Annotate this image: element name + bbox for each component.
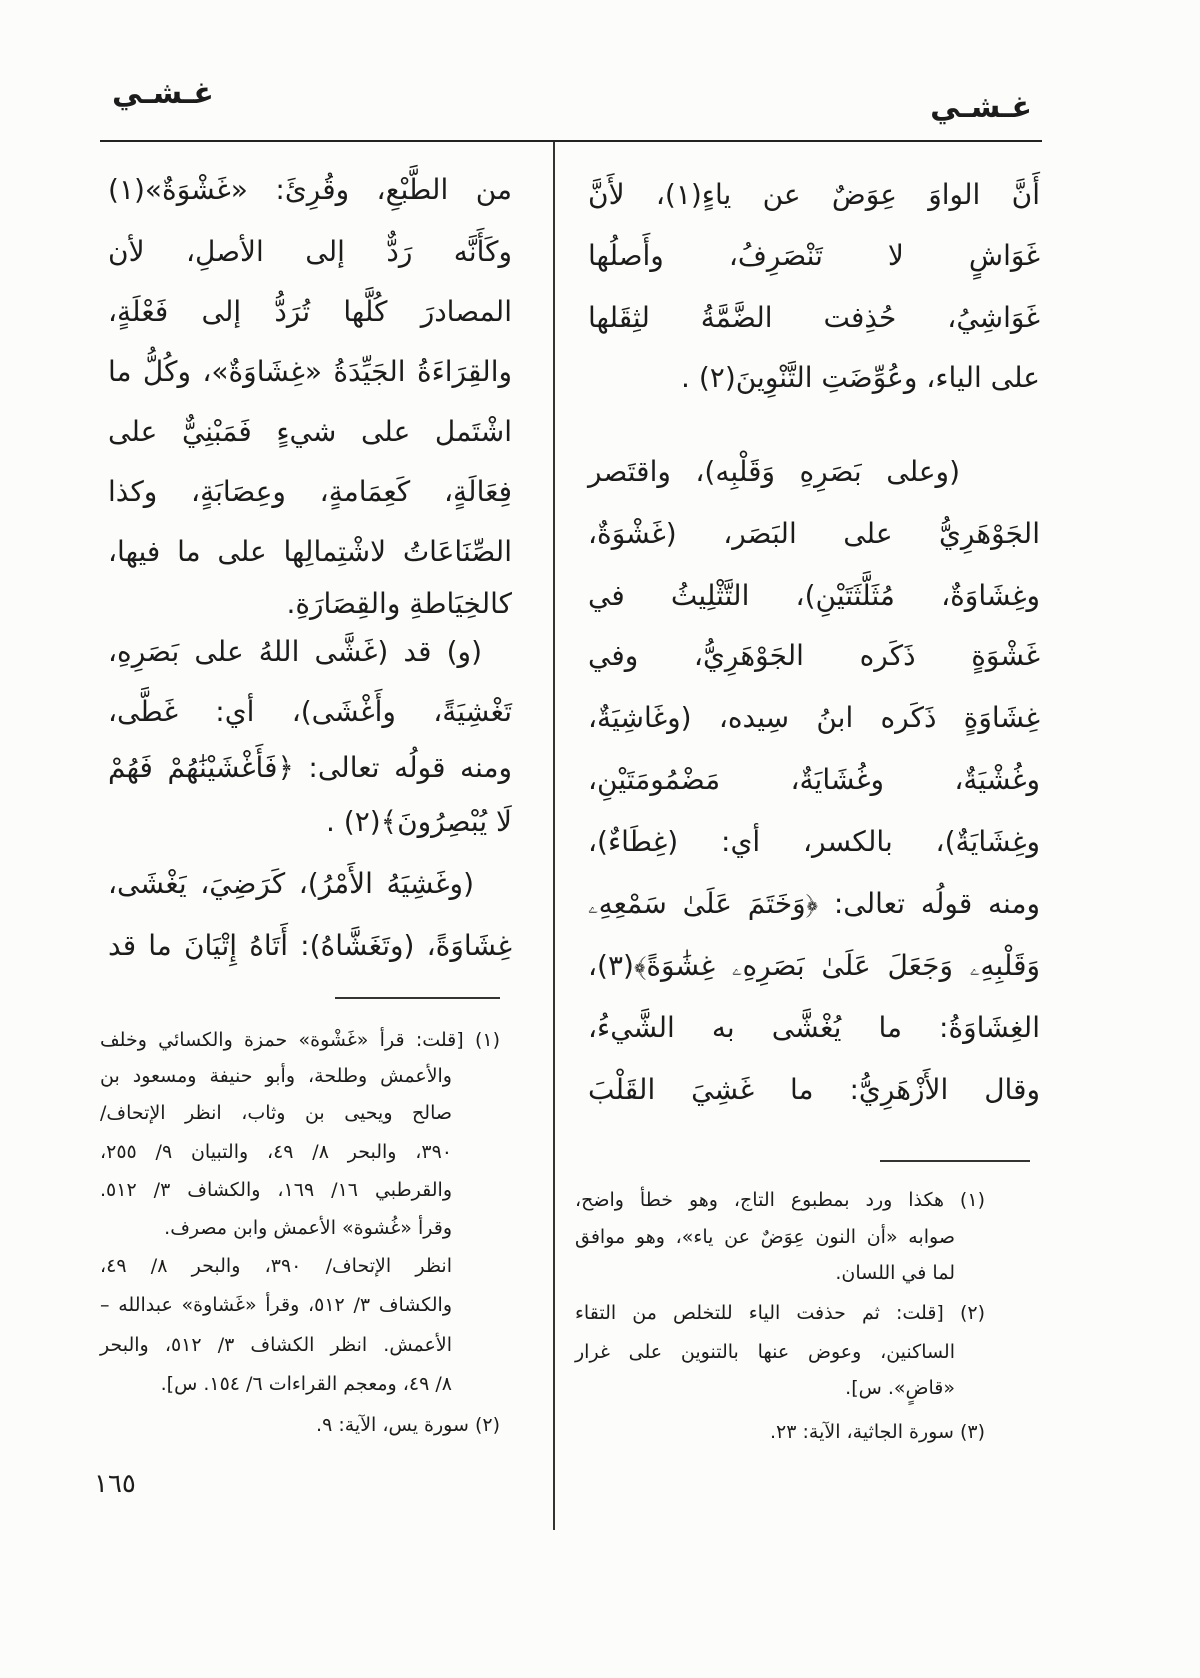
right-column-line: وغِشَاوَةٌ، مُثَلَّثَتَيْنِ)، التَّثْلِيثُ في xyxy=(588,579,1040,612)
header-title-left: غـشـي xyxy=(112,76,214,111)
right-column-line: أَنَّ الواوَ عِوَضٌ عن ياءٍ(١)، لأَنَّ xyxy=(588,178,1040,211)
left-footnote-line: والأعمش وطلحة، وأبو حنيفة ومسعود بن xyxy=(100,1065,452,1087)
right-column-line: غَوَاشِيُ، حُذِفت الضَّمَّةُ لثِقَلها xyxy=(588,301,1040,334)
left-column-line: ومنه قولُه تعالى: ﴿فَأَغْشَيْنَٰهُمْ فَهُمْ xyxy=(108,751,512,784)
left-footnotes xyxy=(100,0,500,1450)
right-column-line: غَوَاشٍ لا تَنْصَرِفُ، وأَصلُها xyxy=(588,239,1040,272)
right-footnote-line: الساكنين، وعوض عنها بالتنوين على غرار xyxy=(575,1341,955,1363)
right-column-line: غِشَاوَةٍ ذَكَره ابنُ سِيده، (وغَاشِيَةٌ، xyxy=(588,701,1040,734)
right-footnotes xyxy=(575,0,985,1460)
right-footnote-line: «قاضٍ». س]. xyxy=(845,1377,955,1399)
page-number: ١٦٥ xyxy=(94,1469,136,1499)
right-column-line: ومنه قولُه تعالى: ﴿وَخَتَمَ عَلَىٰ سَمْعِهِۦ xyxy=(588,887,1040,920)
left-footnote-line: (١) [قلت: قرأ «غَشْوة» حمزة والكسائي وخلف xyxy=(100,1029,500,1051)
right-footnote-line: (٣) سورة الجاثية، الآية: ٢٣. xyxy=(770,1421,985,1443)
column-divider xyxy=(553,142,555,1530)
right-column-line: غَشْوَةٍ ذَكَره الجَوْهَرِيُّ، وفي xyxy=(588,639,1040,672)
left-column-line: تَغْشِيَةً، وأَغْشَى)، أي: غَطَّى، xyxy=(108,695,512,728)
right-footnote-line: (١) هكذا ورد بمطبوع التاج، وهو خطأ واضح، xyxy=(575,1189,985,1211)
right-column-line: الجَوْهَرِيُّ على البَصَر، (غَشْوَةٌ، xyxy=(588,517,1040,550)
right-footnote-line: صوابه «أن النون عِوَضٌ عن ياء»، وهو موافق xyxy=(575,1226,955,1248)
left-column-line: اشْتَمل على شيءٍ فَمَبْنِيٌّ على xyxy=(108,415,512,448)
left-column-line: غِشَاوَةً، (وتَغَشَّاهُ): أَتَاهُ إِتْيَانَ ما قد xyxy=(108,929,512,962)
left-footnote-line: الأعمش. انظر الكشاف ٣/ ٥١٢، والبحر xyxy=(100,1334,452,1356)
left-column-line: وكَأَنَّه رَدٌّ إلى الأصلِ، لأن xyxy=(108,235,512,268)
right-column-line: وَقَلْبِهِۦ وَجَعَلَ عَلَىٰ بَصَرِهِۦ غِشَٰوَةً﴾(٣)، xyxy=(588,949,1040,982)
left-column-line: (و) قد (غَشَّى اللهُ على بَصَرِهِ، xyxy=(108,635,482,668)
right-footnote-line: (٢) [قلت: ثم حذفت الياء للتخلص من التقاء xyxy=(575,1302,985,1324)
right-column-line: وقال الأَزْهَرِيُّ: ما غَشِيَ القَلْبَ xyxy=(588,1073,1040,1106)
right-column-line: (وعلى بَصَرِهِ وَقَلْبِه)، واقتَصر xyxy=(588,455,960,488)
left-column-line: فِعَالَةٍ، كَعِمَامةٍ، وعِصَابَةٍ، وكذا xyxy=(108,475,512,508)
right-footnote-line: لما في اللسان. xyxy=(835,1262,955,1284)
left-footnote-line: والقرطبي ١٦/ ١٦٩، والكشاف ٣/ ٥١٢. xyxy=(100,1179,452,1201)
left-column-line: لَا يُبْصِرُونَ﴾(٢) . xyxy=(325,805,512,838)
right-column-line: وغِشَايَةٌ)، بالكسر، أي: (غِطَاءٌ)، xyxy=(588,825,1040,858)
right-column-line: الغِشَاوَةُ: ما يُغْشَّى به الشَّيءُ، xyxy=(588,1011,1040,1044)
left-footnote-line: انظر الإتحاف/ ٣٩٠، والبحر ٨/ ٤٩، xyxy=(100,1255,452,1277)
left-column-line: والقِرَاءَةُ الجَيِّدَةُ «غِشَاوَةٌ»، وكُلُّ ما xyxy=(108,355,512,388)
header-title-right: غـشـي xyxy=(930,90,1032,125)
left-column-line: المصادرَ كُلَّها تُرَدُّ إلى فَعْلَةٍ، xyxy=(108,295,512,328)
left-column-line: (وغَشِيَهُ الأَمْرُ)، كَرَضِيَ، يَغْشَى، xyxy=(108,867,474,900)
right-column-line: على الياء، وعُوِّضَتِ التَّنْوِينَ(٢) . xyxy=(681,361,1040,394)
left-footnote-line: والكشاف ٣/ ٥١٢، وقرأ «غَشاوة» عبدالله – xyxy=(100,1294,452,1316)
left-footnote-line: صالح ويحيى بن وثاب، انظر الإتحاف/ xyxy=(100,1102,452,1124)
left-footnote-line: (٢) سورة يس، الآية: ٩. xyxy=(316,1414,500,1436)
left-footnote-line: ٨/ ٤٩، ومعجم القراءات ٦/ ١٥٤. س]. xyxy=(160,1373,452,1395)
right-column-line: وغُشْيَةٌ، وغُشَايَةٌ، مَضْمُومَتَيْنِ، xyxy=(588,763,1040,796)
left-footnote-line: وقرأ «غُشوة» الأعمش وابن مصرف. xyxy=(164,1217,452,1239)
left-column-line: من الطَّبْعِ، وقُرِئَ: «غَشْوَةٌ»(١) xyxy=(108,173,512,206)
left-footnote-line: ٣٩٠، والبحر ٨/ ٤٩، والتبيان ٩/ ٢٥٥، xyxy=(100,1141,452,1163)
left-column-line: الصِّنَاعَاتُ لاشْتِمالِها على ما فيها، xyxy=(108,535,512,568)
left-column-line: كالخِيَاطةِ والقِصَارَةِ. xyxy=(286,587,512,620)
